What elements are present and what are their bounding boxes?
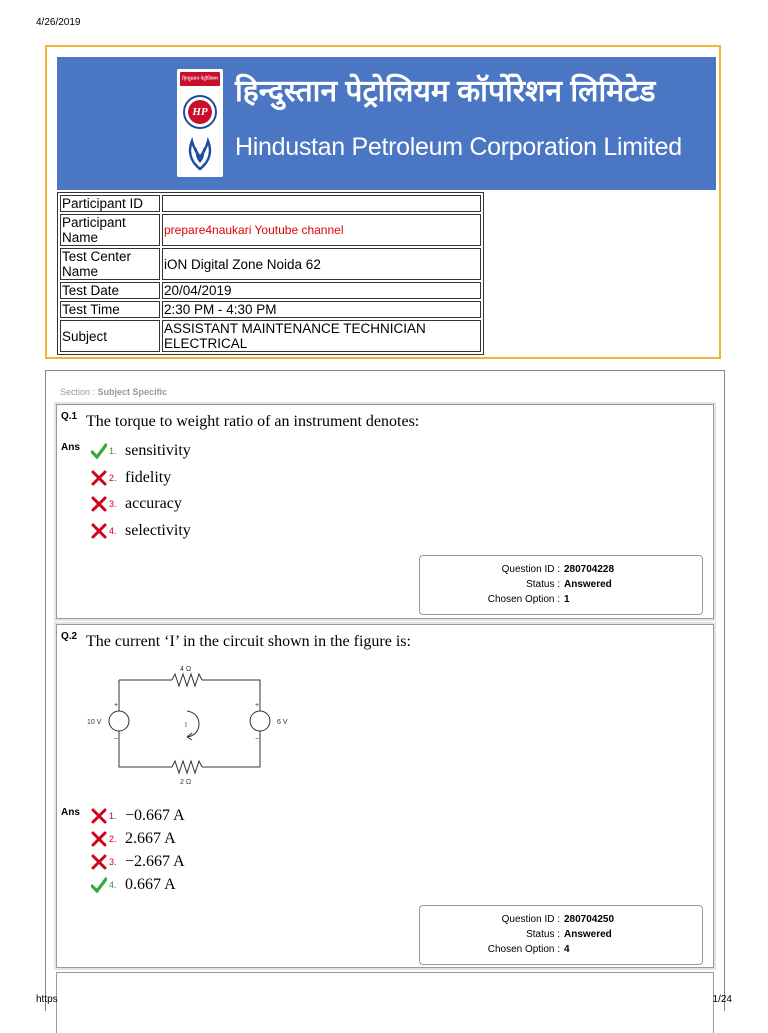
question-text: The torque to weight ratio of an instrument denotes: bbox=[86, 413, 420, 430]
option-text: accuracy bbox=[125, 495, 182, 512]
meta-key: Status : bbox=[526, 579, 560, 590]
source-right-plus: + bbox=[255, 702, 260, 709]
meta-row bbox=[420, 944, 702, 958]
answer-option bbox=[91, 829, 176, 849]
question-id-value: 280704250 bbox=[564, 914, 615, 925]
source-right-label: 6 V bbox=[277, 719, 288, 726]
question-id-value: 280704228 bbox=[564, 564, 615, 575]
info-value: iON Digital Zone Noida 62 bbox=[162, 248, 481, 280]
logo-hp-circle bbox=[183, 95, 217, 129]
meta-key: Question ID : bbox=[501, 914, 560, 925]
chosen-option-value: 1 bbox=[564, 594, 570, 605]
answer-option bbox=[91, 441, 191, 461]
info-row bbox=[60, 320, 481, 352]
status-value: Answered bbox=[564, 579, 612, 590]
info-row bbox=[60, 301, 481, 318]
print-date: 4/26/2019 bbox=[36, 17, 81, 28]
question-number: Q.1 bbox=[61, 411, 78, 422]
wire-bottom-left bbox=[119, 731, 172, 767]
option-number: 3. bbox=[109, 857, 117, 867]
option-text: fidelity bbox=[125, 469, 172, 486]
info-label: Test Time bbox=[60, 301, 160, 318]
question-card bbox=[56, 624, 714, 968]
answer-option bbox=[91, 875, 176, 895]
meta-key: Chosen Option : bbox=[487, 944, 560, 955]
candidate-header bbox=[45, 45, 721, 359]
option-number: 2. bbox=[109, 473, 117, 483]
participant-name-value: prepare4naukari Youtube channel bbox=[162, 214, 481, 246]
section-prefix: Section : bbox=[60, 387, 96, 397]
meta-key: Status : bbox=[526, 929, 560, 940]
question-card bbox=[56, 404, 714, 619]
info-label: Subject bbox=[60, 320, 160, 352]
ans-label: Ans bbox=[61, 442, 80, 453]
info-row bbox=[60, 214, 481, 246]
section-name: Subject Specific bbox=[97, 387, 168, 397]
resistor-bottom bbox=[172, 761, 202, 773]
source-left-label: 10 V bbox=[87, 719, 102, 726]
info-label: Participant ID bbox=[60, 195, 160, 212]
logo-hp-letters: HP bbox=[188, 100, 212, 124]
meta-row bbox=[420, 564, 702, 578]
cross-icon bbox=[91, 496, 107, 512]
option-text: 2.667 A bbox=[125, 830, 176, 847]
cross-icon bbox=[91, 831, 107, 847]
info-label: Participant Name bbox=[60, 214, 160, 246]
print-page-number: 1/24 bbox=[712, 994, 732, 1005]
question-text: The current ‘I’ in the circuit shown in the figure is: bbox=[86, 633, 411, 650]
info-label: Test Date bbox=[60, 282, 160, 299]
question-meta-box bbox=[419, 555, 703, 615]
wire-bottom-right bbox=[202, 731, 260, 767]
option-text: −0.667 A bbox=[125, 807, 185, 824]
chosen-option-value: 4 bbox=[564, 944, 570, 955]
info-value: 2:30 PM - 4:30 PM bbox=[162, 301, 481, 318]
print-url: https bbox=[36, 994, 58, 1005]
source-right-minus: − bbox=[255, 736, 260, 743]
hp-logo bbox=[177, 69, 223, 177]
source-left bbox=[109, 711, 129, 731]
section-panel bbox=[45, 370, 725, 1011]
current-arc bbox=[187, 711, 199, 737]
question-number: Q.2 bbox=[61, 631, 78, 642]
banner-hindi-name: हिन्दुस्तान पेट्रोलियम कॉर्पोरेशन लिमिटेड bbox=[235, 75, 656, 108]
info-value: 20/04/2019 bbox=[162, 282, 481, 299]
company-banner bbox=[57, 57, 716, 190]
logo-hindi-strip bbox=[180, 72, 220, 86]
cross-icon bbox=[91, 808, 107, 824]
cross-icon bbox=[91, 470, 107, 486]
status-value: Answered bbox=[564, 929, 612, 940]
answer-option bbox=[91, 521, 191, 541]
option-number: 1. bbox=[109, 811, 117, 821]
meta-key: Question ID : bbox=[501, 564, 560, 575]
meta-key: Chosen Option : bbox=[487, 594, 560, 605]
current-label: I bbox=[185, 722, 187, 729]
info-row bbox=[60, 248, 481, 280]
meta-row bbox=[420, 579, 702, 593]
wire-top-right bbox=[202, 680, 260, 711]
info-value: ASSISTANT MAINTENANCE TECHNICIAN ELECTRICAL bbox=[162, 320, 481, 352]
option-number: 3. bbox=[109, 499, 117, 509]
option-text: 0.667 A bbox=[125, 876, 176, 893]
option-text: −2.667 A bbox=[125, 853, 185, 870]
ans-label: Ans bbox=[61, 807, 80, 818]
source-right bbox=[250, 711, 270, 731]
option-number: 1. bbox=[109, 446, 117, 456]
info-row bbox=[60, 282, 481, 299]
answer-option bbox=[91, 468, 171, 488]
resistor-top-label: 4 Ω bbox=[180, 666, 192, 673]
circuit-figure bbox=[79, 655, 299, 803]
option-number: 4. bbox=[109, 526, 117, 536]
option-number: 2. bbox=[109, 834, 117, 844]
info-label: Test Center Name bbox=[60, 248, 160, 280]
cross-icon bbox=[91, 523, 107, 539]
info-row bbox=[60, 195, 481, 212]
info-value bbox=[162, 195, 481, 212]
check-icon bbox=[91, 443, 107, 459]
resistor-top bbox=[172, 674, 202, 686]
resistor-bottom-label: 2 Ω bbox=[180, 779, 192, 786]
meta-row bbox=[420, 594, 702, 608]
option-number: 4. bbox=[109, 880, 117, 890]
section-label bbox=[60, 387, 167, 397]
candidate-info-table bbox=[57, 192, 484, 355]
meta-row bbox=[420, 914, 702, 928]
option-text: selectivity bbox=[125, 522, 191, 539]
check-icon bbox=[91, 877, 107, 893]
source-left-plus: + bbox=[114, 702, 119, 709]
flame-icon bbox=[186, 137, 214, 171]
answer-option bbox=[91, 806, 185, 826]
option-text: sensitivity bbox=[125, 442, 191, 459]
cross-icon bbox=[91, 854, 107, 870]
logo-hindi-text: हिन्दुस्तान पेट्रोलियम bbox=[182, 76, 218, 82]
answer-option bbox=[91, 852, 185, 872]
source-left-minus: − bbox=[114, 736, 119, 743]
question-meta-box bbox=[419, 905, 703, 965]
answer-option bbox=[91, 494, 182, 514]
meta-row bbox=[420, 929, 702, 943]
banner-english-name: Hindustan Petroleum Corporation Limited bbox=[235, 133, 682, 161]
